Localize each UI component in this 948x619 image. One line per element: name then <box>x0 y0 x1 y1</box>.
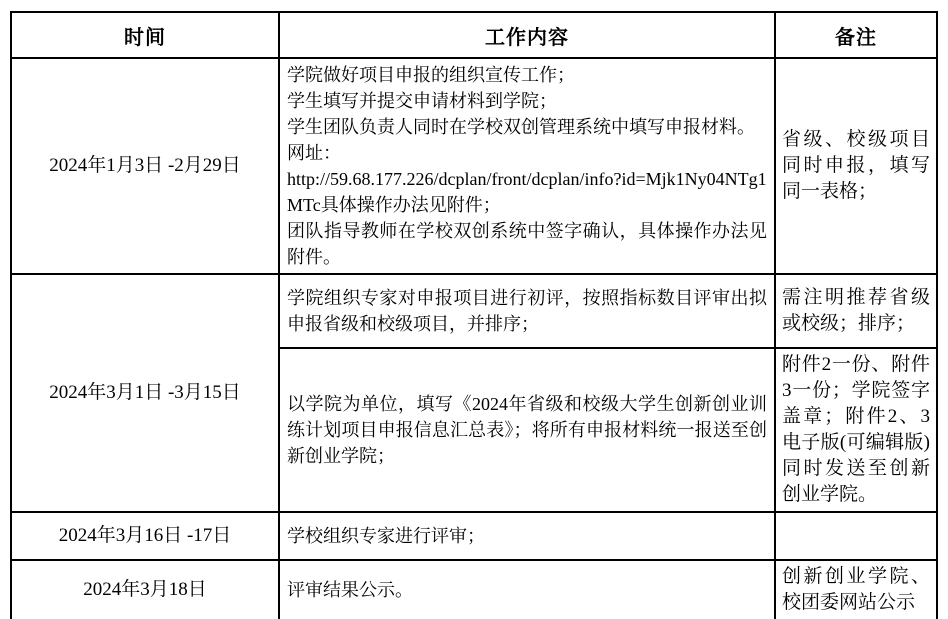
phase1-content-line: 团队指导教师在学校双创系统中签字确认，具体操作办法见附件。 <box>287 221 767 267</box>
phase4-note-cell: 创新创业学院、校团委网站公示 <box>775 560 937 619</box>
phase1-content-line: 学生团队负责人同时在学校双创管理系统中填写申报材料。 <box>287 117 755 137</box>
phase1-content-line: 学院做好项目申报的组织宣传工作； <box>287 65 575 85</box>
schedule-table <box>10 11 938 619</box>
phase1-row <box>11 58 937 274</box>
phase1-content-cell <box>279 58 775 274</box>
header-row <box>11 12 937 58</box>
phase4-row <box>11 560 937 619</box>
phase2-sub2-content-cell: 以学院为单位，填写《2024年省级和校级大学生创新创业训练计划项目申报信息汇总表》；将所有申报材料统一报送至创新创业学院； <box>279 348 775 512</box>
phase1-content-url: http://59.68.177.226/dcplan/front/dcplan/info?id=Mjk1Ny04NTg1MTc具体操作办法见附件； <box>287 169 767 215</box>
phase3-time-cell: 2024年3月16日 -17日 <box>11 512 279 560</box>
phase2-row-sub1 <box>11 274 937 348</box>
header-cell-time: 时间 <box>11 12 279 58</box>
phase1-content-line: 网址： <box>287 143 341 163</box>
phase4-time-cell: 2024年3月18日 <box>11 560 279 619</box>
phase1-note-cell: 省级、校级项目同时申报，填写同一表格； <box>775 58 937 274</box>
phase2-sub1-content-cell: 学院组织专家对申报项目进行初评，按照指标数目评审出拟申报省级和校级项目，并排序； <box>279 274 775 348</box>
phase1-time-cell: 2024年1月3日 -2月29日 <box>11 58 279 274</box>
phase4-content-cell: 评审结果公示。 <box>279 560 775 619</box>
phase3-content-cell: 学校组织专家进行评审； <box>279 512 775 560</box>
phase3-row <box>11 512 937 560</box>
header-cell-content: 工作内容 <box>279 12 775 58</box>
phase2-time-cell: 2024年3月1日 -3月15日 <box>11 274 279 512</box>
header-cell-note: 备注 <box>775 12 937 58</box>
phase2-sub2-note-cell: 附件2一份、附件3一份；学院签字盖章；附件2、3电子版(可编辑版)同时发送至创新创业学院。 <box>775 348 937 512</box>
phase3-note-cell <box>775 512 937 560</box>
phase1-content-line: 学生填写并提交申请材料到学院； <box>287 91 557 111</box>
phase2-sub1-note-cell: 需注明推荐省级或校级；排序； <box>775 274 937 348</box>
